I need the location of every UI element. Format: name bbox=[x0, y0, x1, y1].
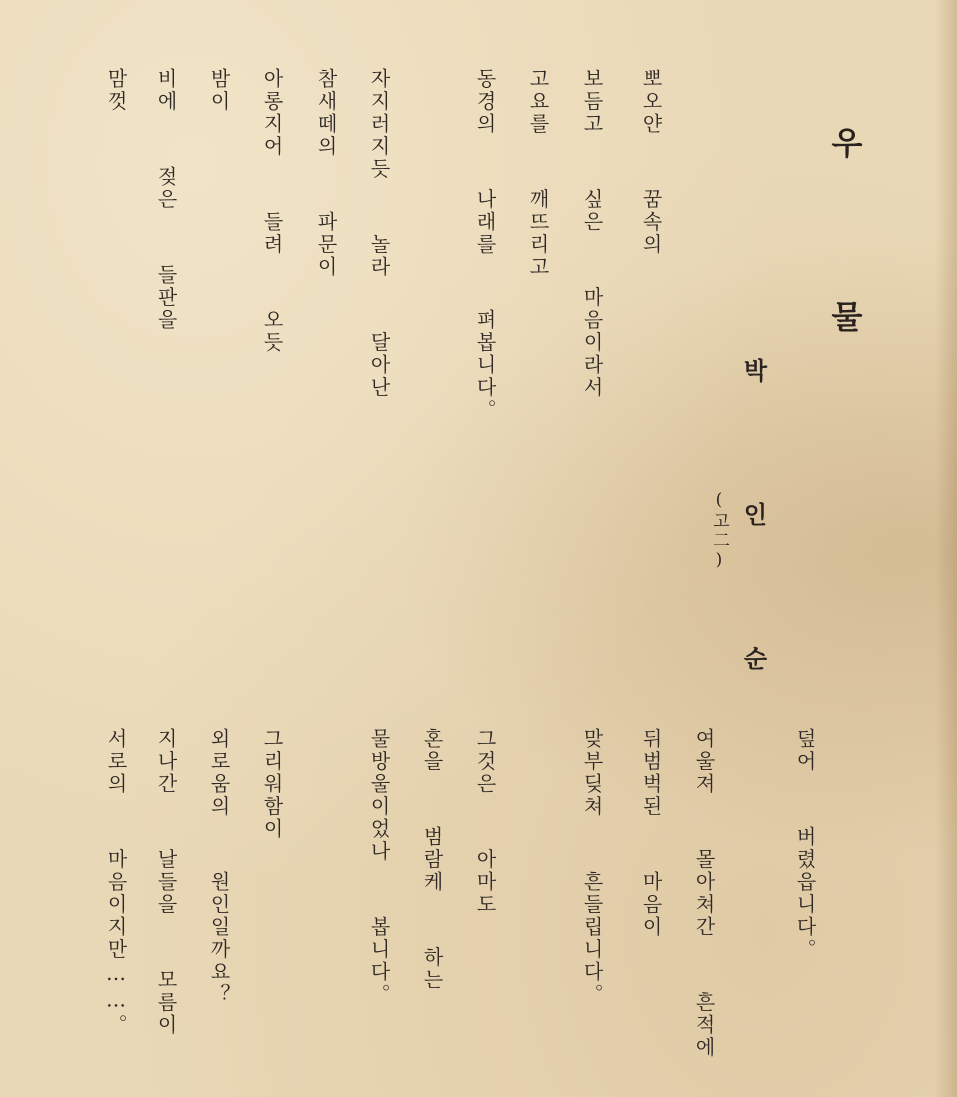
poem-line: 그리워함이 bbox=[260, 728, 284, 841]
poem-line: 자지러지듯 놀라 달아난 bbox=[367, 68, 391, 399]
poem-line: 여울져 몰아쳐간 흔적에 bbox=[692, 728, 716, 1059]
poem-line: 뽀오얀 꿈속의 bbox=[639, 68, 663, 256]
poem-line: 그것은 아마도 bbox=[473, 728, 497, 916]
poem-line: 비에 젖은 들판을 bbox=[154, 68, 178, 332]
poem-line: 맞부딪쳐 흔들립니다。 bbox=[580, 728, 604, 1006]
poem-line: 지나간 날들을 모름이 bbox=[154, 728, 178, 1037]
author-grade: (고二) bbox=[709, 490, 729, 572]
poem-line: 참새떼의 파문이 bbox=[314, 68, 338, 279]
poem-line: 보듬고 싶은 마음이라서 bbox=[580, 68, 604, 399]
poem-line: 혼을 범람케 하는 bbox=[420, 728, 444, 992]
poem-line: 아롱지어 들려 오듯 bbox=[260, 68, 284, 354]
poem-line: 외로움의 원인일까요？ bbox=[207, 728, 231, 1006]
poem-line: 뒤범벅된 마음이 bbox=[639, 728, 663, 939]
poem-line: 덮어 버렸읍니다。 bbox=[793, 728, 817, 961]
poem-line: 맘껏 bbox=[104, 68, 128, 113]
page-edge-shadow bbox=[935, 0, 957, 1097]
poem-line: 고요를 깨뜨리고 bbox=[526, 68, 550, 279]
poem-line: 물방울이었나 봅니다。 bbox=[367, 728, 391, 1006]
author-name: 박 인 순 bbox=[739, 358, 767, 716]
poem-line: 서로의 마음이지만……。 bbox=[104, 728, 128, 1037]
poem-line: 동경의 나래를 펴봅니다。 bbox=[473, 68, 497, 422]
poem-title: 우 물 bbox=[826, 126, 864, 384]
poem-line: 밤이 bbox=[207, 68, 231, 113]
